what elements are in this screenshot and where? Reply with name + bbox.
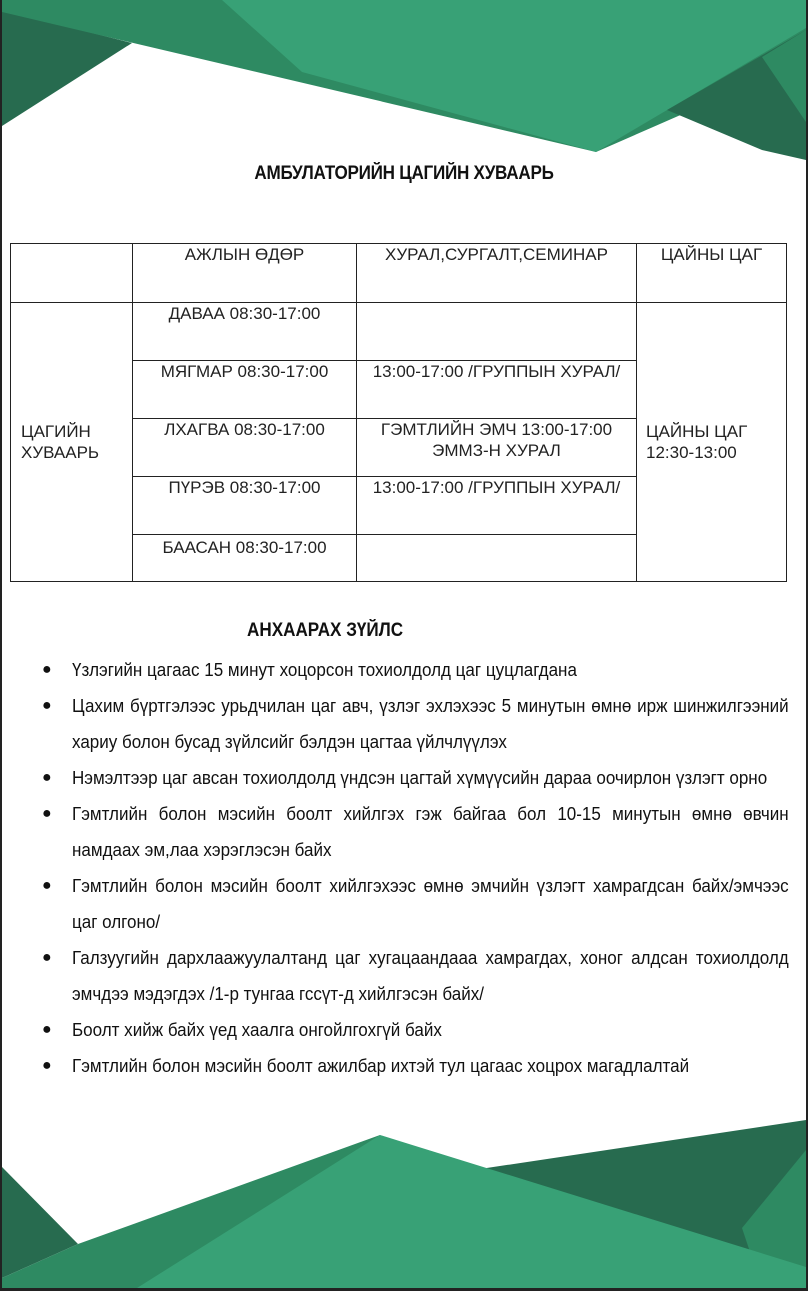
day-cell: МЯГМАР 08:30-17:00 bbox=[133, 361, 357, 419]
header-cell-empty bbox=[11, 244, 133, 303]
list-item bbox=[30, 760, 790, 796]
list-item bbox=[30, 796, 790, 868]
note-text: Гэмтлийн болон мэсийн боолт хийлгэхээс өмнө эмчийн үзлэгт хамрагдсан байх/эмчээс цаг олгоно/ bbox=[72, 875, 789, 932]
list-item bbox=[30, 688, 790, 760]
list-item bbox=[30, 868, 790, 940]
day-cell: БААСАН 08:30-17:00 bbox=[133, 535, 357, 582]
day-cell: ЛХАГВА 08:30-17:00 bbox=[133, 419, 357, 477]
list-item bbox=[30, 1012, 790, 1048]
meeting-cell: 13:00-17:00 /ГРУППЫН ХУРАЛ/ bbox=[357, 477, 637, 535]
meeting-cell bbox=[357, 535, 637, 582]
header-cell-tea-time: ЦАЙНЫ ЦАГ bbox=[637, 244, 787, 303]
note-text: Галзуугийн дархлаажуулалтанд цаг хугацаандааа хамрагдах, хоног алдсан тохиолдолд эмчдээ мэдэгдэх /1-р тунгаа гссүт-д хийлгэсэн байх/ bbox=[72, 947, 789, 1004]
list-item bbox=[30, 1048, 790, 1084]
meeting-cell bbox=[357, 303, 637, 361]
bullet-icon: ● bbox=[42, 769, 52, 786]
header-cell-meetings: ХУРАЛ,СУРГАЛТ,СЕМИНАР bbox=[357, 244, 637, 303]
table-row bbox=[11, 303, 787, 361]
row-label-cell: ЦАГИЙН ХУВААРЬ bbox=[11, 303, 133, 582]
bullet-icon: ● bbox=[42, 661, 52, 678]
note-text: Үзлэгийн цагаас 15 минут хоцорсон тохиолдолд цаг цуцлагдана bbox=[72, 659, 577, 680]
schedule-page bbox=[2, 0, 806, 1288]
bullet-icon: ● bbox=[42, 697, 52, 714]
table-header-row bbox=[11, 244, 787, 303]
top-decoration bbox=[2, 0, 806, 170]
notes-title: АНХААРАХ ЗҮЙЛС bbox=[247, 620, 404, 641]
bullet-icon: ● bbox=[42, 1021, 52, 1038]
list-item bbox=[30, 652, 790, 688]
list-item bbox=[30, 940, 790, 1012]
bullet-icon: ● bbox=[42, 805, 52, 822]
note-text: Гэмтлийн болон мэсийн боолт ажилбар ихтэй тул цагаас хоцрох магадлалтай bbox=[72, 1055, 690, 1076]
bottom-decoration bbox=[2, 1120, 806, 1288]
bullet-icon: ● bbox=[42, 1057, 52, 1074]
meeting-cell: ГЭМТЛИЙН ЭМЧ 13:00-17:00 ЭММЗ-Н ХУРАЛ bbox=[357, 419, 637, 477]
day-cell: ДАВАА 08:30-17:00 bbox=[133, 303, 357, 361]
notes-list bbox=[30, 652, 790, 1084]
note-text: Цахим бүртгэлээс урьдчилан цаг авч, үзлэг эхлэхээс 5 минутын өмнө ирж шинжилгээний хариу болон бусад зүйлсийг бэлдэн цагтаа үйлчлүүлэх bbox=[72, 695, 789, 752]
tea-time-cell: ЦАЙНЫ ЦАГ 12:30-13:00 bbox=[637, 303, 787, 582]
note-text: Нэмэлтээр цаг авсан тохиолдолд үндсэн цагтай хүмүүсийн дараа оочирлон үзлэгт орно bbox=[72, 767, 768, 788]
note-text: Гэмтлийн болон мэсийн боолт хийлгэх гэж байгаа бол 10-15 минутын өмнө өвчин намдаах эм,лаа хэрэглэсэн байх bbox=[72, 803, 789, 860]
schedule-table bbox=[10, 243, 787, 582]
bullet-icon: ● bbox=[42, 949, 52, 966]
meeting-cell: 13:00-17:00 /ГРУППЫН ХУРАЛ/ bbox=[357, 361, 637, 419]
bullet-icon: ● bbox=[42, 877, 52, 894]
note-text: Боолт хийж байх үед хаалга онгойлгохгүй байх bbox=[72, 1019, 442, 1040]
page-title: АМБУЛАТОРИЙН ЦАГИЙН ХУВААРЬ bbox=[254, 163, 554, 184]
day-cell: ПҮРЭВ 08:30-17:00 bbox=[133, 477, 357, 535]
header-cell-workday: АЖЛЫН ӨДӨР bbox=[133, 244, 357, 303]
